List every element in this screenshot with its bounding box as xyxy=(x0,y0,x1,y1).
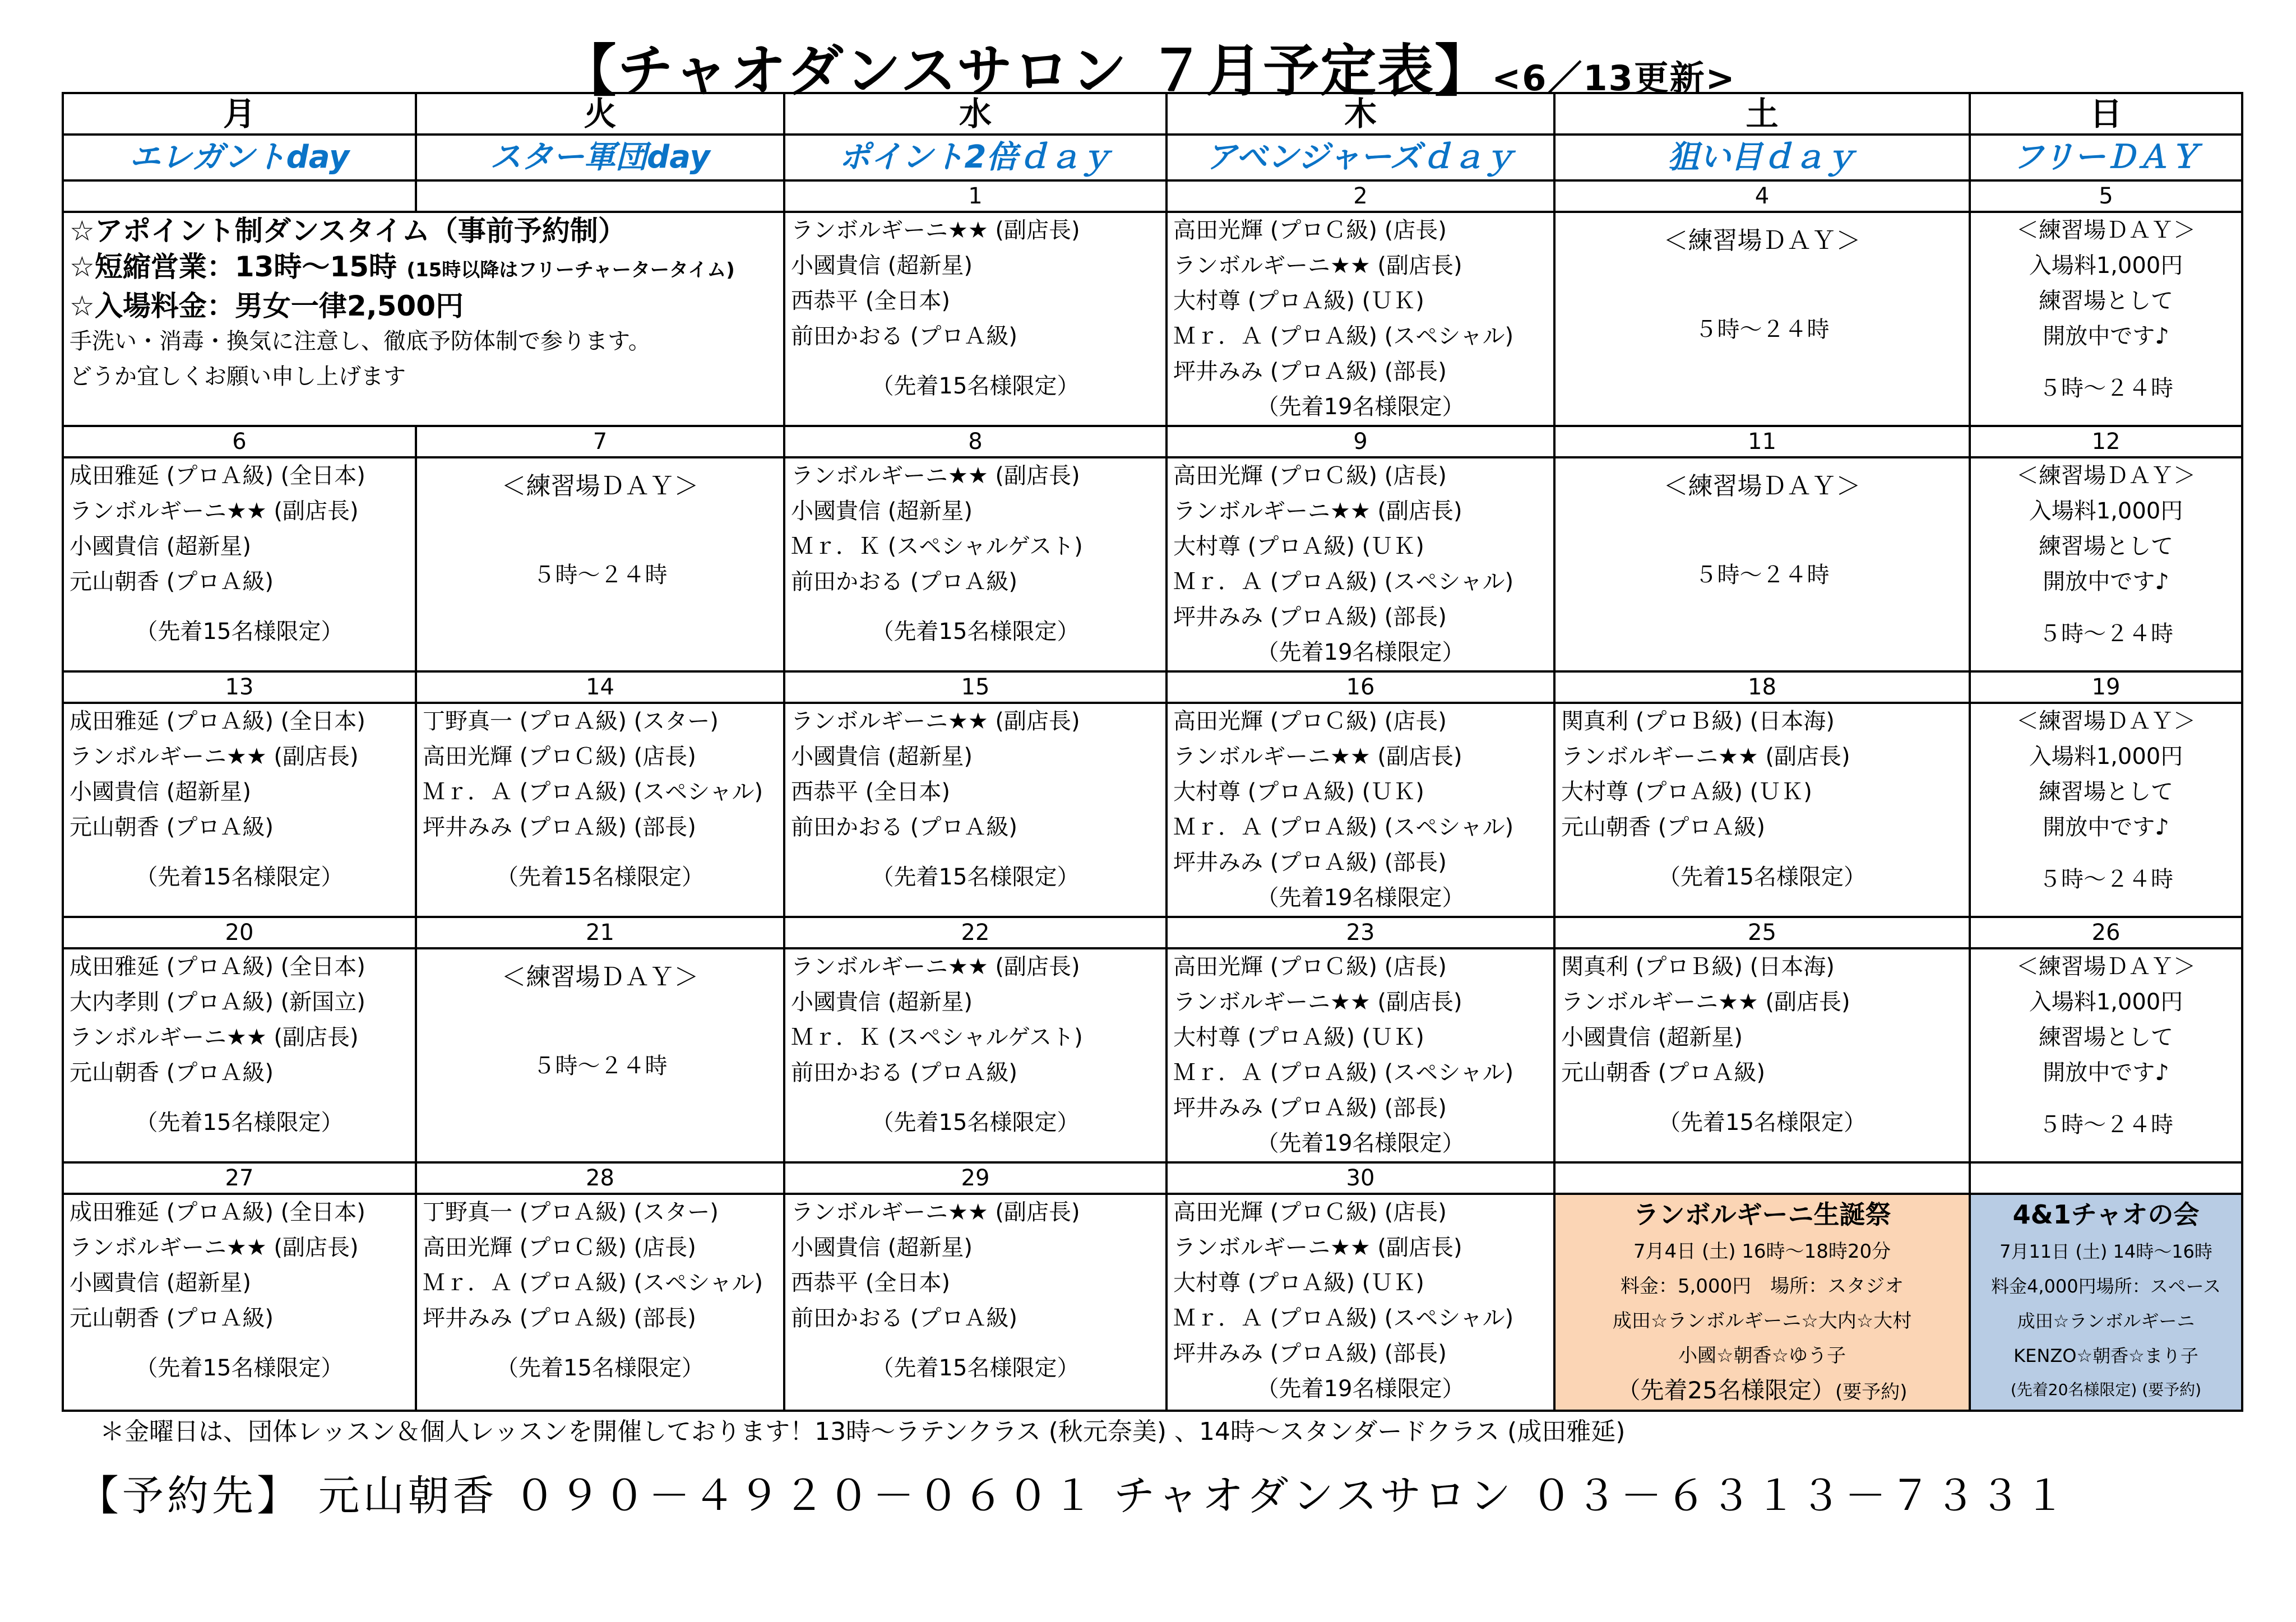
performer: 元山朝香 (プロＡ級) xyxy=(70,569,274,595)
performer: ランボルギーニ★★ (副店長) xyxy=(791,954,1080,980)
capacity-note: （先着15名様限定） xyxy=(135,1355,344,1381)
performer: ランボルギーニ★★ (副店長) xyxy=(70,744,359,770)
capacity-note: （先着19名様限定） xyxy=(1256,885,1465,911)
capacity-note: （先着15名様限定） xyxy=(871,864,1080,890)
date-cell: 5 xyxy=(1970,180,2242,212)
performer: 大村尊 (プロＡ級) (ＵＫ) xyxy=(1173,779,1424,805)
practice-title: ＜練習場ＤＡＹ＞ xyxy=(1663,226,1861,255)
date-cell: 21 xyxy=(416,917,784,948)
weekday-thu: 木 xyxy=(1166,93,1554,135)
free-title: ＜練習場ＤＡＹ＞ xyxy=(2016,708,2196,734)
event-line: 小國☆朝香☆ゆう子 xyxy=(1678,1345,1846,1367)
weekday-wed: 水 xyxy=(784,93,1166,135)
performer: 西恭平 (全日本) xyxy=(791,288,950,314)
performer: 高田光輝 (プロＣ級) (店長) xyxy=(1173,708,1447,734)
theme-mon: エレガントday xyxy=(63,135,416,180)
capacity-note: （先着15名様限定） xyxy=(496,864,704,890)
schedule-cell xyxy=(784,212,1166,426)
performer: 高田光輝 (プロＣ級) (店長) xyxy=(1173,217,1447,243)
date-cell: 29 xyxy=(784,1162,1166,1194)
performer: 前田かおる (プロＡ級) xyxy=(791,814,1017,840)
free-time: ５時～２４時 xyxy=(2039,1112,2173,1138)
performer: 西恭平 (全日本) xyxy=(791,1270,950,1296)
performer: 元山朝香 (プロＡ級) xyxy=(70,814,274,840)
free-title: ＜練習場ＤＡＹ＞ xyxy=(2016,463,2196,489)
free-cell xyxy=(1970,212,2242,426)
theme-tue: スター軍団day xyxy=(416,135,784,180)
performer: 坪井みみ (プロＡ級) (部長) xyxy=(1173,850,1447,875)
performer: 高田光輝 (プロＣ級) (店長) xyxy=(423,744,696,770)
performer: ランボルギーニ★★ (副店長) xyxy=(791,708,1080,734)
event-line: 7月11日 (土) 14時～16時 xyxy=(1999,1241,2212,1262)
event-ciao-cell xyxy=(1970,1194,2242,1411)
capacity-note: （先着15名様限定） xyxy=(871,1110,1080,1136)
capacity-note: （先着19名様限定） xyxy=(1256,1376,1465,1402)
practice-title: ＜練習場ＤＡＹ＞ xyxy=(501,963,699,991)
performer: ランボルギーニ★★ (副店長) xyxy=(1173,744,1462,770)
event-line: 料金4,000円場所：スペース xyxy=(1991,1276,2221,1297)
schedule-cell xyxy=(784,457,1166,671)
week-row xyxy=(63,457,2242,671)
performer: 関真利 (プロＢ級) (日本海) xyxy=(1561,954,1835,980)
performer: 大村尊 (プロＡ級) (ＵＫ) xyxy=(1173,534,1424,559)
performer: ランボルギーニ★★ (副店長) xyxy=(1173,989,1462,1015)
date-cell xyxy=(1554,1162,1970,1194)
date-cell: 7 xyxy=(416,426,784,457)
free-line: 開放中です♪ xyxy=(2043,323,2169,349)
performer: 小國貴信 (超新星) xyxy=(791,1235,973,1260)
schedule-table xyxy=(62,92,2243,1412)
capacity-note: （先着15名様限定） xyxy=(496,1355,704,1381)
performer: 成田雅延 (プロＡ級) (全日本) xyxy=(70,463,365,489)
performer: ランボルギーニ★★ (副店長) xyxy=(70,1025,359,1050)
free-line: 開放中です♪ xyxy=(2043,814,2169,840)
weekday-tue: 火 xyxy=(416,93,784,135)
date-cell: 15 xyxy=(784,671,1166,703)
free-cell xyxy=(1970,457,2242,671)
date-cell: 12 xyxy=(1970,426,2242,457)
practice-cell xyxy=(1554,212,1970,426)
schedule-cell xyxy=(416,703,784,917)
date-cell xyxy=(63,180,416,212)
performer: 前田かおる (プロＡ級) xyxy=(791,1305,1017,1331)
performer: 坪井みみ (プロＡ級) (部長) xyxy=(1173,359,1447,384)
performer: ランボルギーニ★★ (副店長) xyxy=(1173,253,1462,279)
performer: ランボルギーニ★★ (副店長) xyxy=(70,498,359,524)
free-line: 練習場として xyxy=(2039,534,2173,559)
date-cell: 14 xyxy=(416,671,784,703)
schedule-cell xyxy=(63,1194,416,1411)
friday-note: ＊金曜日は、団体レッスン＆個人レッスンを開催しております！13時～ラテンクラス (秋元奈美) 、14時～スタンダードクラス (成田雅延) xyxy=(100,1417,1626,1446)
event-line: 料金：5,000円 場所：スタジオ xyxy=(1620,1275,1904,1297)
date-cell: 19 xyxy=(1970,671,2242,703)
contact-line: 【予約先】 元山朝香 ０９０－４９２０－０６０１ チャオダンスサロン ０３－６３１３－７３３１ xyxy=(77,1472,2069,1520)
updated-label: <6／13更新> xyxy=(1492,58,1736,99)
week-row xyxy=(63,703,2242,917)
free-line: 練習場として xyxy=(2039,288,2173,314)
capacity-note: （先着15名様限定） xyxy=(135,864,344,890)
event-line: 7月4日 (土) 16時～18時20分 xyxy=(1633,1240,1891,1263)
free-title: ＜練習場ＤＡＹ＞ xyxy=(2016,954,2196,980)
practice-title: ＜練習場ＤＡＹ＞ xyxy=(501,472,699,500)
free-line: 開放中です♪ xyxy=(2043,569,2169,595)
free-fee: 入場料1,000円 xyxy=(2029,744,2183,770)
performer: Ｍｒ．Ａ (プロＡ級) (スペシャル) xyxy=(1173,323,1514,349)
practice-time: ５時～２４時 xyxy=(533,1053,668,1079)
capacity-note: （先着19名様限定） xyxy=(1256,394,1465,420)
date-cell xyxy=(416,180,784,212)
performer: 高田光輝 (プロＣ級) (店長) xyxy=(1173,1199,1447,1225)
schedule-cell xyxy=(1554,703,1970,917)
performer: 坪井みみ (プロＡ級) (部長) xyxy=(423,814,696,840)
practice-time: ５時～２４時 xyxy=(1695,317,1830,342)
date-cell: 16 xyxy=(1166,671,1554,703)
intro-line: ☆アポイント制ダンスタイム（事前予約制） xyxy=(70,215,626,247)
performer: 成田雅延 (プロＡ級) (全日本) xyxy=(70,954,365,980)
performer: 小國貴信 (超新星) xyxy=(791,744,973,770)
practice-time: ５時～２４時 xyxy=(533,562,668,588)
weekday-mon: 月 xyxy=(63,93,416,135)
date-row xyxy=(63,671,2242,703)
performer: ランボルギーニ★★ (副店長) xyxy=(791,217,1080,243)
performer: ランボルギーニ★★ (副店長) xyxy=(1173,498,1462,524)
date-cell: 22 xyxy=(784,917,1166,948)
week-row xyxy=(63,948,2242,1162)
schedule-cell xyxy=(1166,1194,1554,1411)
date-row xyxy=(63,180,2242,212)
date-cell: 4 xyxy=(1554,180,1970,212)
performer: ランボルギーニ★★ (副店長) xyxy=(1561,989,1850,1015)
theme-sun: フリーＤＡＹ xyxy=(1970,135,2242,180)
free-cell xyxy=(1970,948,2242,1162)
performer: Ｍｒ．Ｋ (スペシャルゲスト) xyxy=(791,1025,1083,1050)
performer: 大村尊 (プロＡ級) (ＵＫ) xyxy=(1561,779,1812,805)
intro-line: ☆入場料金：男女一律2,500円 xyxy=(70,290,464,322)
date-cell: 1 xyxy=(784,180,1166,212)
performer: 前田かおる (プロＡ級) xyxy=(791,1060,1017,1086)
date-row xyxy=(63,426,2242,457)
free-time: ５時～２４時 xyxy=(2039,866,2173,892)
date-row xyxy=(63,917,2242,948)
practice-title: ＜練習場ＤＡＹ＞ xyxy=(1663,472,1861,500)
capacity-note: （先着19名様限定） xyxy=(1256,1130,1465,1156)
event-title: ランボルギーニ生誕祭 xyxy=(1633,1199,1891,1230)
date-cell: 8 xyxy=(784,426,1166,457)
performer: 坪井みみ (プロＡ級) (部長) xyxy=(423,1305,696,1331)
capacity-note: （先着15名様限定） xyxy=(871,373,1080,399)
schedule-cell xyxy=(784,948,1166,1162)
weekday-sat: 土 xyxy=(1554,93,1970,135)
schedule-cell xyxy=(63,948,416,1162)
capacity-note: （先着15名様限定） xyxy=(871,619,1080,645)
performer: ランボルギーニ★★ (副店長) xyxy=(70,1235,359,1260)
performer: 坪井みみ (プロＡ級) (部長) xyxy=(1173,1341,1447,1366)
schedule-cell xyxy=(416,1194,784,1411)
schedule-cell xyxy=(1166,212,1554,426)
date-cell: 9 xyxy=(1166,426,1554,457)
performer: 大村尊 (プロＡ級) (ＵＫ) xyxy=(1173,1270,1424,1296)
event-line: 成田☆ランボルギーニ☆大内☆大村 xyxy=(1612,1310,1912,1332)
free-fee: 入場料1,000円 xyxy=(2029,253,2183,279)
performer: Ｍｒ．Ａ (プロＡ級) (スペシャル) xyxy=(1173,1305,1514,1331)
capacity-note: （先着15名様限定） xyxy=(135,1110,344,1136)
practice-cell xyxy=(416,948,784,1162)
performer: 小國貴信 (超新星) xyxy=(70,779,251,805)
practice-time: ５時～２４時 xyxy=(1695,562,1830,588)
practice-cell xyxy=(416,457,784,671)
free-time: ５時～２４時 xyxy=(2039,621,2173,647)
performer: 丁野真一 (プロＡ級) (スター) xyxy=(423,1199,719,1225)
performer: 高田光輝 (プロＣ級) (店長) xyxy=(1173,954,1447,980)
performer: 前田かおる (プロＡ級) xyxy=(791,323,1017,349)
date-cell: 18 xyxy=(1554,671,1970,703)
free-line: 練習場として xyxy=(2039,779,2173,805)
theme-row xyxy=(63,135,2242,180)
capacity-note: （先着15名様限定） xyxy=(871,1355,1080,1381)
schedule-cell xyxy=(784,703,1166,917)
performer: 西恭平 (全日本) xyxy=(791,779,950,805)
performer: 小國貴信 (超新星) xyxy=(791,253,973,279)
performer: 高田光輝 (プロＣ級) (店長) xyxy=(1173,463,1447,489)
performer: 関真利 (プロＢ級) (日本海) xyxy=(1561,708,1835,734)
performer: Ｍｒ．Ａ (プロＡ級) (スペシャル) xyxy=(1173,814,1514,840)
weekday-sun: 日 xyxy=(1970,93,2242,135)
intro-line: ☆短縮営業：13時～15時 (15時以降はフリーチャータータイム) xyxy=(70,251,735,283)
event-birthday-cell xyxy=(1554,1194,1970,1411)
performer: 小國貴信 (超新星) xyxy=(791,498,973,524)
performer: 大村尊 (プロＡ級) (ＵＫ) xyxy=(1173,1025,1424,1050)
performer: Ｍｒ．Ａ (プロＡ級) (スペシャル) xyxy=(1173,569,1514,595)
performer: Ｍｒ．Ｋ (スペシャルゲスト) xyxy=(791,534,1083,559)
schedule-cell xyxy=(1166,948,1554,1162)
performer: 小國貴信 (超新星) xyxy=(70,1270,251,1296)
date-cell: 30 xyxy=(1166,1162,1554,1194)
date-cell: 26 xyxy=(1970,917,2242,948)
date-cell: 27 xyxy=(63,1162,416,1194)
theme-thu: アベンジャーズｄａｙ xyxy=(1166,135,1554,180)
intro-line: どうか宜しくお願い申し上げます xyxy=(70,364,406,390)
performer: Ｍｒ．Ａ (プロＡ級) (スペシャル) xyxy=(423,1270,763,1296)
intro-notice xyxy=(63,212,784,426)
date-cell: 25 xyxy=(1554,917,1970,948)
performer: Ｍｒ．Ａ (プロＡ級) (スペシャル) xyxy=(423,779,763,805)
event-line: 成田☆ランボルギーニ xyxy=(2017,1310,2195,1332)
date-cell: 13 xyxy=(63,671,416,703)
performer: 成田雅延 (プロＡ級) (全日本) xyxy=(70,1199,365,1225)
event-capacity: (先着20名様限定) (要予約) xyxy=(2010,1380,2202,1399)
date-row xyxy=(63,1162,2242,1194)
week-row xyxy=(63,1194,2242,1411)
capacity-note: （先着19名様限定） xyxy=(1256,639,1465,665)
event-capacity: （先着25名様限定）(要予約) xyxy=(1617,1377,1908,1404)
date-cell: 20 xyxy=(63,917,416,948)
date-cell: 23 xyxy=(1166,917,1554,948)
date-cell: 6 xyxy=(63,426,416,457)
performer: 元山朝香 (プロＡ級) xyxy=(70,1060,274,1086)
performer: 坪井みみ (プロＡ級) (部長) xyxy=(1173,604,1447,630)
intro-line: 手洗い・消毒・換気に注意し、徹底予防体制で参ります。 xyxy=(70,328,651,354)
performer: 大内孝則 (プロＡ級) (新国立) xyxy=(70,989,365,1015)
performer: 元山朝香 (プロＡ級) xyxy=(70,1305,274,1331)
performer: 丁野真一 (プロＡ級) (スター) xyxy=(423,708,719,734)
performer: Ｍｒ．Ａ (プロＡ級) (スペシャル) xyxy=(1173,1060,1514,1086)
performer: ランボルギーニ★★ (副店長) xyxy=(1561,744,1850,770)
free-line: 開放中です♪ xyxy=(2043,1060,2169,1086)
schedule-cell xyxy=(63,457,416,671)
performer: ランボルギーニ★★ (副店長) xyxy=(791,1199,1080,1225)
performer: 前田かおる (プロＡ級) xyxy=(791,569,1017,595)
schedule-cell xyxy=(784,1194,1166,1411)
performer: 高田光輝 (プロＣ級) (店長) xyxy=(423,1235,696,1260)
date-cell: 2 xyxy=(1166,180,1554,212)
capacity-note: （先着15名様限定） xyxy=(1658,864,1866,890)
theme-sat: 狙い目ｄａｙ xyxy=(1554,135,1970,180)
date-cell xyxy=(1970,1162,2242,1194)
performer: 大村尊 (プロＡ級) (ＵＫ) xyxy=(1173,288,1424,314)
date-cell: 28 xyxy=(416,1162,784,1194)
performer: 小國貴信 (超新星) xyxy=(70,534,251,559)
performer: 成田雅延 (プロＡ級) (全日本) xyxy=(70,708,365,734)
schedule-cell xyxy=(1166,457,1554,671)
performer: 小國貴信 (超新星) xyxy=(791,989,973,1015)
weekday-row xyxy=(63,93,2242,135)
schedule-cell xyxy=(1166,703,1554,917)
date-cell: 11 xyxy=(1554,426,1970,457)
performer: ランボルギーニ★★ (副店長) xyxy=(1173,1235,1462,1260)
theme-wed: ポイント2倍ｄａｙ xyxy=(784,135,1166,180)
free-cell xyxy=(1970,703,2242,917)
performer: 元山朝香 (プロＡ級) xyxy=(1561,814,1765,840)
event-title: 4&1チャオの会 xyxy=(2012,1199,2200,1230)
schedule-cell xyxy=(1554,948,1970,1162)
free-fee: 入場料1,000円 xyxy=(2029,989,2183,1015)
title-text: 【チャオダンスサロン ７月予定表】 xyxy=(560,38,1492,104)
schedule-cell xyxy=(63,703,416,917)
free-time: ５時～２４時 xyxy=(2039,376,2173,401)
performer: 小國貴信 (超新星) xyxy=(1561,1025,1743,1050)
capacity-note: （先着15名様限定） xyxy=(1658,1110,1866,1136)
free-fee: 入場料1,000円 xyxy=(2029,498,2183,524)
performer: 坪井みみ (プロＡ級) (部長) xyxy=(1173,1095,1447,1121)
performer: ランボルギーニ★★ (副店長) xyxy=(791,463,1080,489)
event-line: KENZO☆朝香☆まり子 xyxy=(2013,1345,2198,1366)
free-line: 練習場として xyxy=(2039,1025,2173,1050)
week-row xyxy=(63,212,2242,426)
performer: 元山朝香 (プロＡ級) xyxy=(1561,1060,1765,1086)
capacity-note: （先着15名様限定） xyxy=(135,619,344,645)
practice-cell xyxy=(1554,457,1970,671)
free-title: ＜練習場ＤＡＹ＞ xyxy=(2016,217,2196,243)
